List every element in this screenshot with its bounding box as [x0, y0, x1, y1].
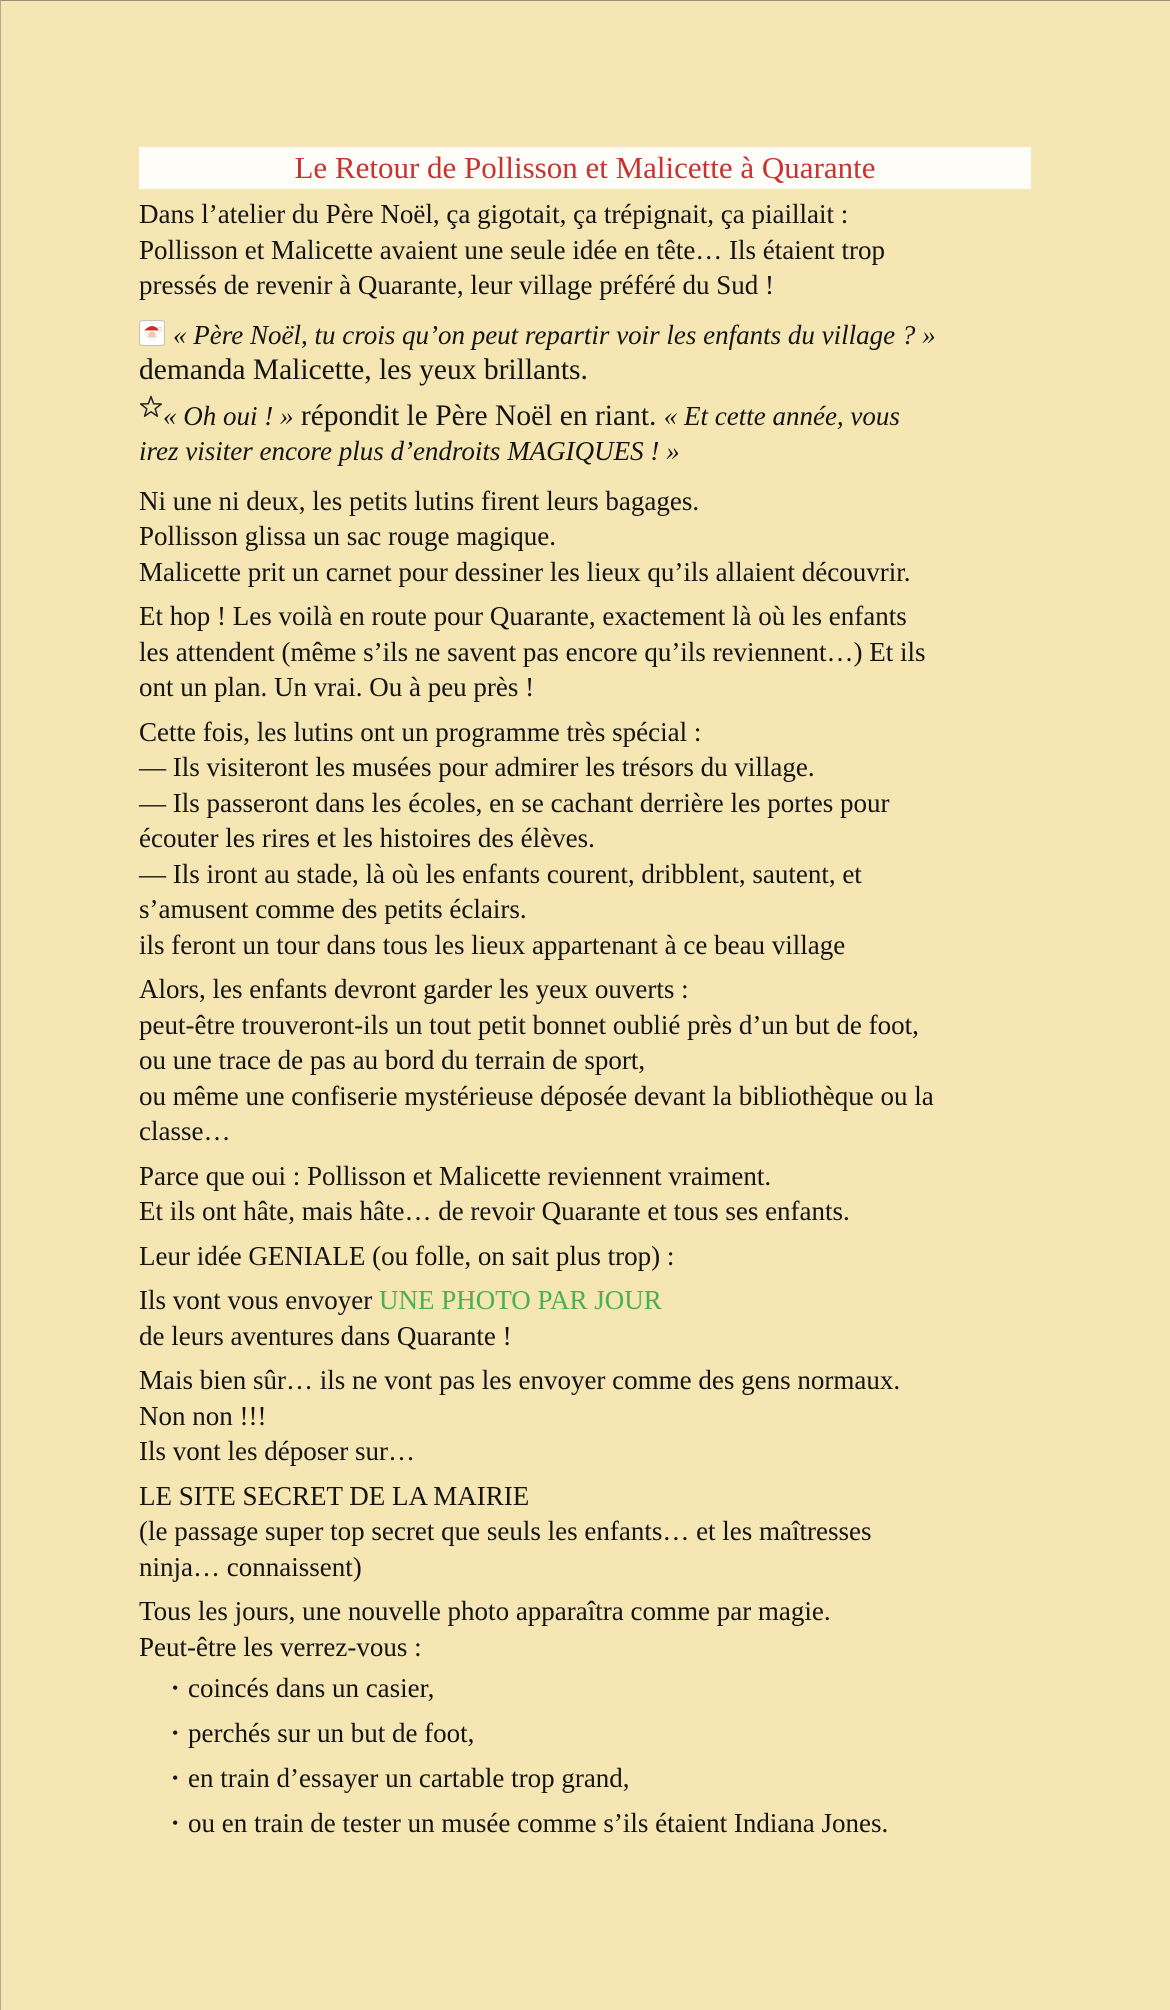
- reviennent-line: Et ils ont hâte, mais hâte… de revoir Quarante et tous ses enfants.: [139, 1196, 850, 1226]
- programme-line: — Ils iront au stade, là où les enfants courent, dribblent, sautent, et: [139, 858, 862, 889]
- site-line: (le passage super top secret que seuls les enfants… et les maîtresses: [139, 1516, 872, 1546]
- route-paragraph: [139, 599, 1031, 706]
- magie-line: Tous les jours, une nouvelle photo apparaîtra comme par magie.: [139, 1596, 831, 1626]
- pere-noel-quote-2: « Et cette année, vous: [663, 400, 900, 431]
- magie-line: Peut-être les verrez-vous :: [139, 1631, 422, 1662]
- programme-line: — Ils visiteront les musées pour admirer les trésors du village.: [139, 752, 815, 782]
- site-paragraph: [139, 1479, 1031, 1586]
- intro-paragraph: [139, 197, 1031, 304]
- idee-line: Leur idée GENIALE (ou folle, on sait plus trop) :: [139, 1240, 675, 1271]
- reviennent-line: Parce que oui : Pollisson et Malicette reviennent vraiment.: [139, 1160, 772, 1191]
- normaux-line: Mais bien sûr… ils ne vont pas les envoyer comme des gens normaux.: [139, 1365, 901, 1395]
- bullet-dot: •: [172, 1723, 179, 1743]
- idee-paragraph: [139, 1239, 1031, 1275]
- bullet-dot: •: [172, 1768, 179, 1788]
- bullet-dot: •: [172, 1678, 179, 1698]
- route-line: Et hop ! Les voilà en route pour Quarante, exactement là où les enfants: [139, 601, 907, 631]
- programme-line: s’amusent comme des petits éclairs.: [139, 894, 527, 924]
- pere-noel-quote: « Oh oui ! »: [163, 400, 294, 431]
- photo-intro: Ils vont vous envoyer: [139, 1285, 379, 1315]
- bullet-dot: •: [172, 1813, 179, 1833]
- programme-paragraph: [139, 715, 1031, 964]
- photo-paragraph: [139, 1283, 1031, 1354]
- programme-line: Cette fois, les lutins ont un programme très spécial :: [139, 716, 702, 747]
- yeux-line: ou même une confiserie mystérieuse déposée devant la bibliothèque ou la: [139, 1080, 934, 1111]
- photo-highlight: UNE PHOTO PAR JOUR: [378, 1285, 662, 1315]
- yeux-line: peut-être trouveront-ils un tout petit bonnet oublié près d’un but de foot,: [139, 1009, 919, 1040]
- normaux-paragraph: [139, 1363, 1031, 1470]
- star-icon: [139, 393, 163, 417]
- santa-icon: [139, 320, 165, 346]
- site-line: LE SITE SECRET DE LA MAIRIE: [139, 1480, 530, 1511]
- normaux-line: Non non !!!: [139, 1400, 267, 1431]
- pere-noel-narration: répondit le Père Noël en riant.: [293, 399, 664, 432]
- list-item: • ou en train de tester un musée comme s’ils étaient Indiana Jones.: [172, 1806, 1031, 1842]
- list-item: • coincés dans un casier,: [172, 1671, 1031, 1707]
- programme-line: — Ils passeront dans les écoles, en se cachant derrière les portes pour: [139, 787, 890, 818]
- pere-noel-quote-2-end: irez visiter encore plus d’endroits MAGIQUES ! »: [139, 436, 680, 466]
- intro-line: pressés de revenir à Quarante, leur village préféré du Sud !: [139, 270, 774, 300]
- malicette-narration: demanda Malicette, les yeux brillants.: [139, 354, 588, 386]
- yeux-line: ou une trace de pas au bord du terrain de sport,: [139, 1045, 646, 1075]
- intro-line: Pollisson et Malicette avaient une seule idée en tête… Ils étaient trop: [139, 234, 886, 265]
- malicette-paragraph: [139, 318, 1031, 389]
- bagages-line: Pollisson glissa un sac rouge magique.: [139, 521, 556, 551]
- intro-line: Dans l’atelier du Père Noël, ça gigotait, ça trépignait, ça piaillait :: [139, 199, 849, 229]
- site-line: ninja… connaissent): [139, 1551, 362, 1582]
- yeux-line: Alors, les enfants devront garder les yeux ouverts :: [139, 974, 689, 1004]
- magie-paragraph: [139, 1594, 1031, 1665]
- bagages-line: Ni une ni deux, les petits lutins firent leurs bagages.: [139, 485, 700, 516]
- malicette-quote: « Père Noël, tu crois qu’on peut repartir voir les enfants du village ? »: [173, 319, 936, 350]
- list-item: • en train d’essayer un cartable trop grand,: [172, 1761, 1031, 1797]
- pere-noel-paragraph: [139, 393, 1031, 470]
- yeux-paragraph: [139, 972, 1031, 1150]
- programme-line: ils feront un tour dans tous les lieux appartenant à ce beau village: [139, 929, 846, 960]
- list-item: • perchés sur un but de foot,: [172, 1716, 1031, 1752]
- bullet-list: [139, 1671, 1031, 1842]
- photo-end: de leurs aventures dans Quarante !: [139, 1320, 512, 1351]
- programme-line: écouter les rires et les histoires des élèves.: [139, 823, 595, 853]
- route-line: ont un plan. Un vrai. Ou à peu près !: [139, 672, 535, 702]
- bagages-line: Malicette prit un carnet pour dessiner les lieux qu’ils allaient découvrir.: [139, 556, 911, 587]
- normaux-line: Ils vont les déposer sur…: [139, 1436, 415, 1466]
- route-line: les attendent (même s’ils ne savent pas encore qu’ils reviennent…) Et ils: [139, 636, 926, 667]
- story-content: [139, 147, 1031, 1851]
- yeux-line: classe…: [139, 1116, 231, 1146]
- reviennent-paragraph: [139, 1159, 1031, 1230]
- story-title: Le Retour de Pollisson et Malicette à Quarante: [139, 147, 1031, 189]
- bagages-paragraph: [139, 484, 1031, 591]
